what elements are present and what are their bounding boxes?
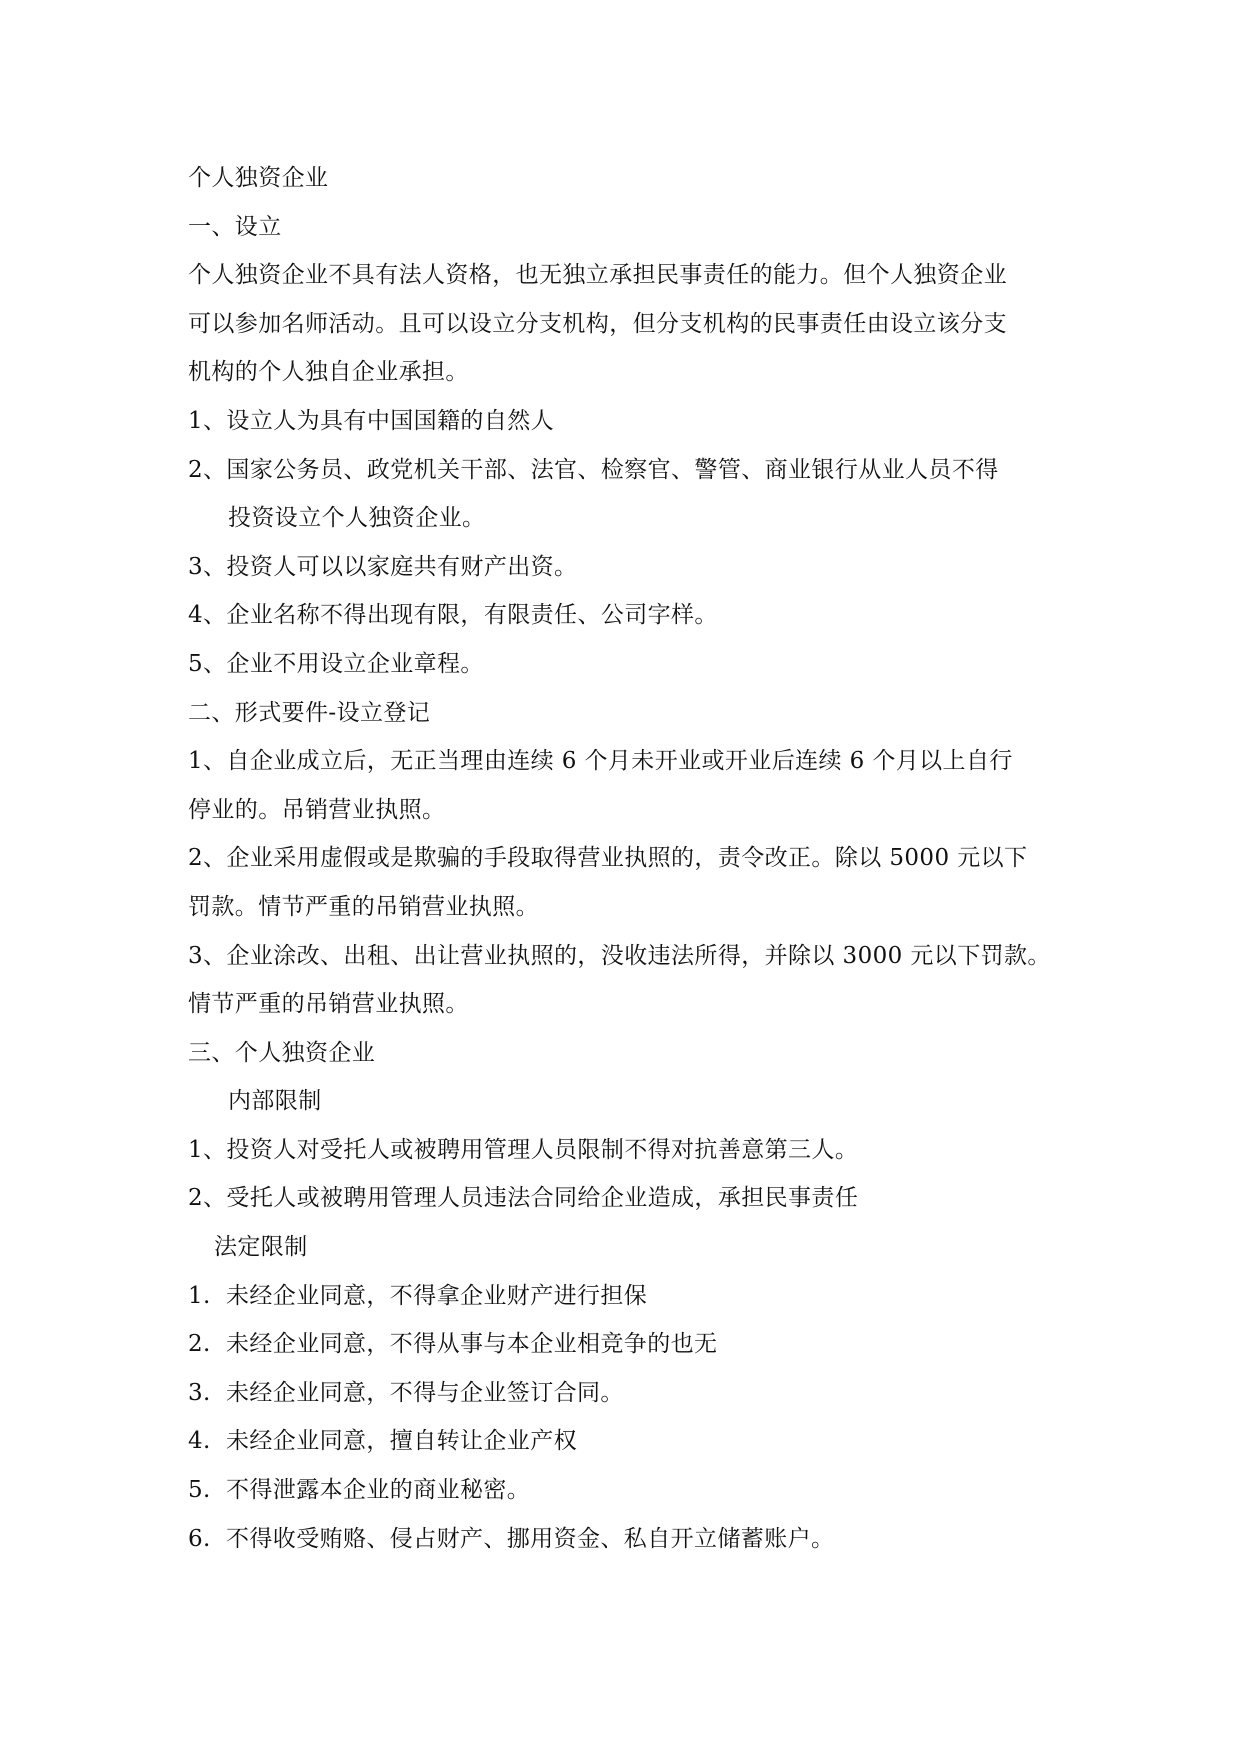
section-1-item-5: 5、企业不用设立企业章程。 [188, 650, 484, 677]
list-text: 未经企业同意，不得拿企业财产进行担保 [226, 1282, 648, 1309]
section-3-internal-item-2: 2、受托人或被聘用管理人员违法合同给企业造成，承担民事责任 [188, 1185, 859, 1212]
section-2-item-3: 3、企业涂改、出租、出让营业执照的，没收违法所得，并除以 3000 元以下罚款。 [188, 942, 1051, 969]
list-number: 6. [188, 1525, 211, 1552]
section-3-subheading-legal: 法定限制 [214, 1234, 308, 1261]
section-3-heading: 三、个人独资企业 [188, 1039, 376, 1066]
list-text: 未经企业同意，不得从事与本企业相竞争的也无 [226, 1331, 718, 1358]
legal-restriction-item [188, 1272, 1056, 1321]
list-text: 不得泄露本企业的商业秘密。 [226, 1477, 531, 1504]
section-1-paragraph-line: 可以参加名师活动。且可以设立分支机构，但分支机构的民事责任由设立该分支 [188, 310, 1007, 337]
section-1-item-2: 2、国家公务员、政党机关干部、法官、检察官、警管、商业银行从业人员不得 [188, 456, 999, 483]
section-1-item-4: 4、企业名称不得出现有限，有限责任、公司字样。 [188, 602, 718, 629]
section-2-item-1: 1、自企业成立后，无正当理由连续 6 个月未开业或开业后连续 6 个月以上自行 [188, 748, 1013, 775]
legal-restriction-item [188, 1515, 1056, 1564]
legal-restriction-item [188, 1369, 1056, 1418]
list-text: 未经企业同意，不得与企业签订合同。 [226, 1379, 624, 1406]
section-1-item-2-continuation: 投资设立个人独资企业。 [228, 505, 486, 532]
list-text: 未经企业同意，擅自转让企业产权 [226, 1428, 577, 1455]
section-1-heading: 一、设立 [188, 213, 282, 240]
document-title: 个人独资企业 [188, 165, 329, 191]
section-1-item-3: 3、投资人可以以家庭共有财产出资。 [188, 553, 578, 580]
list-number: 1. [188, 1282, 211, 1309]
section-2-item-2-continuation: 罚款。情节严重的吊销营业执照。 [188, 893, 539, 920]
legal-restriction-item [188, 1417, 1056, 1466]
section-3-internal-item-1: 1、投资人对受托人或被聘用管理人员限制不得对抗善意第三人。 [188, 1136, 859, 1163]
document-body [188, 154, 1056, 1563]
section-1-paragraph-line: 机构的个人独自企业承担。 [188, 359, 469, 386]
section-2-item-3-continuation: 情节严重的吊销营业执照。 [188, 991, 469, 1018]
list-number: 3. [188, 1379, 211, 1406]
section-1-item-1: 1、设立人为具有中国国籍的自然人 [188, 407, 555, 434]
section-1-paragraph-line: 个人独资企业不具有法人资格，也无独立承担民事责任的能力。但个人独资企业 [188, 262, 1007, 289]
legal-restriction-item [188, 1320, 1056, 1369]
legal-restriction-item [188, 1466, 1056, 1515]
list-number: 2. [188, 1331, 211, 1358]
list-text: 不得收受贿赂、侵占财产、挪用资金、私自开立储蓄账户。 [226, 1525, 835, 1552]
list-number: 5. [188, 1477, 211, 1504]
section-3-subheading-internal: 内部限制 [228, 1088, 322, 1115]
section-2-item-1-continuation: 停业的。吊销营业执照。 [188, 796, 446, 823]
section-2-heading: 二、形式要件-设立登记 [188, 699, 431, 726]
list-number: 4. [188, 1428, 211, 1455]
section-2-item-2: 2、企业采用虚假或是欺骗的手段取得营业执照的，责令改正。除以 5000 元以下 [188, 845, 1028, 872]
